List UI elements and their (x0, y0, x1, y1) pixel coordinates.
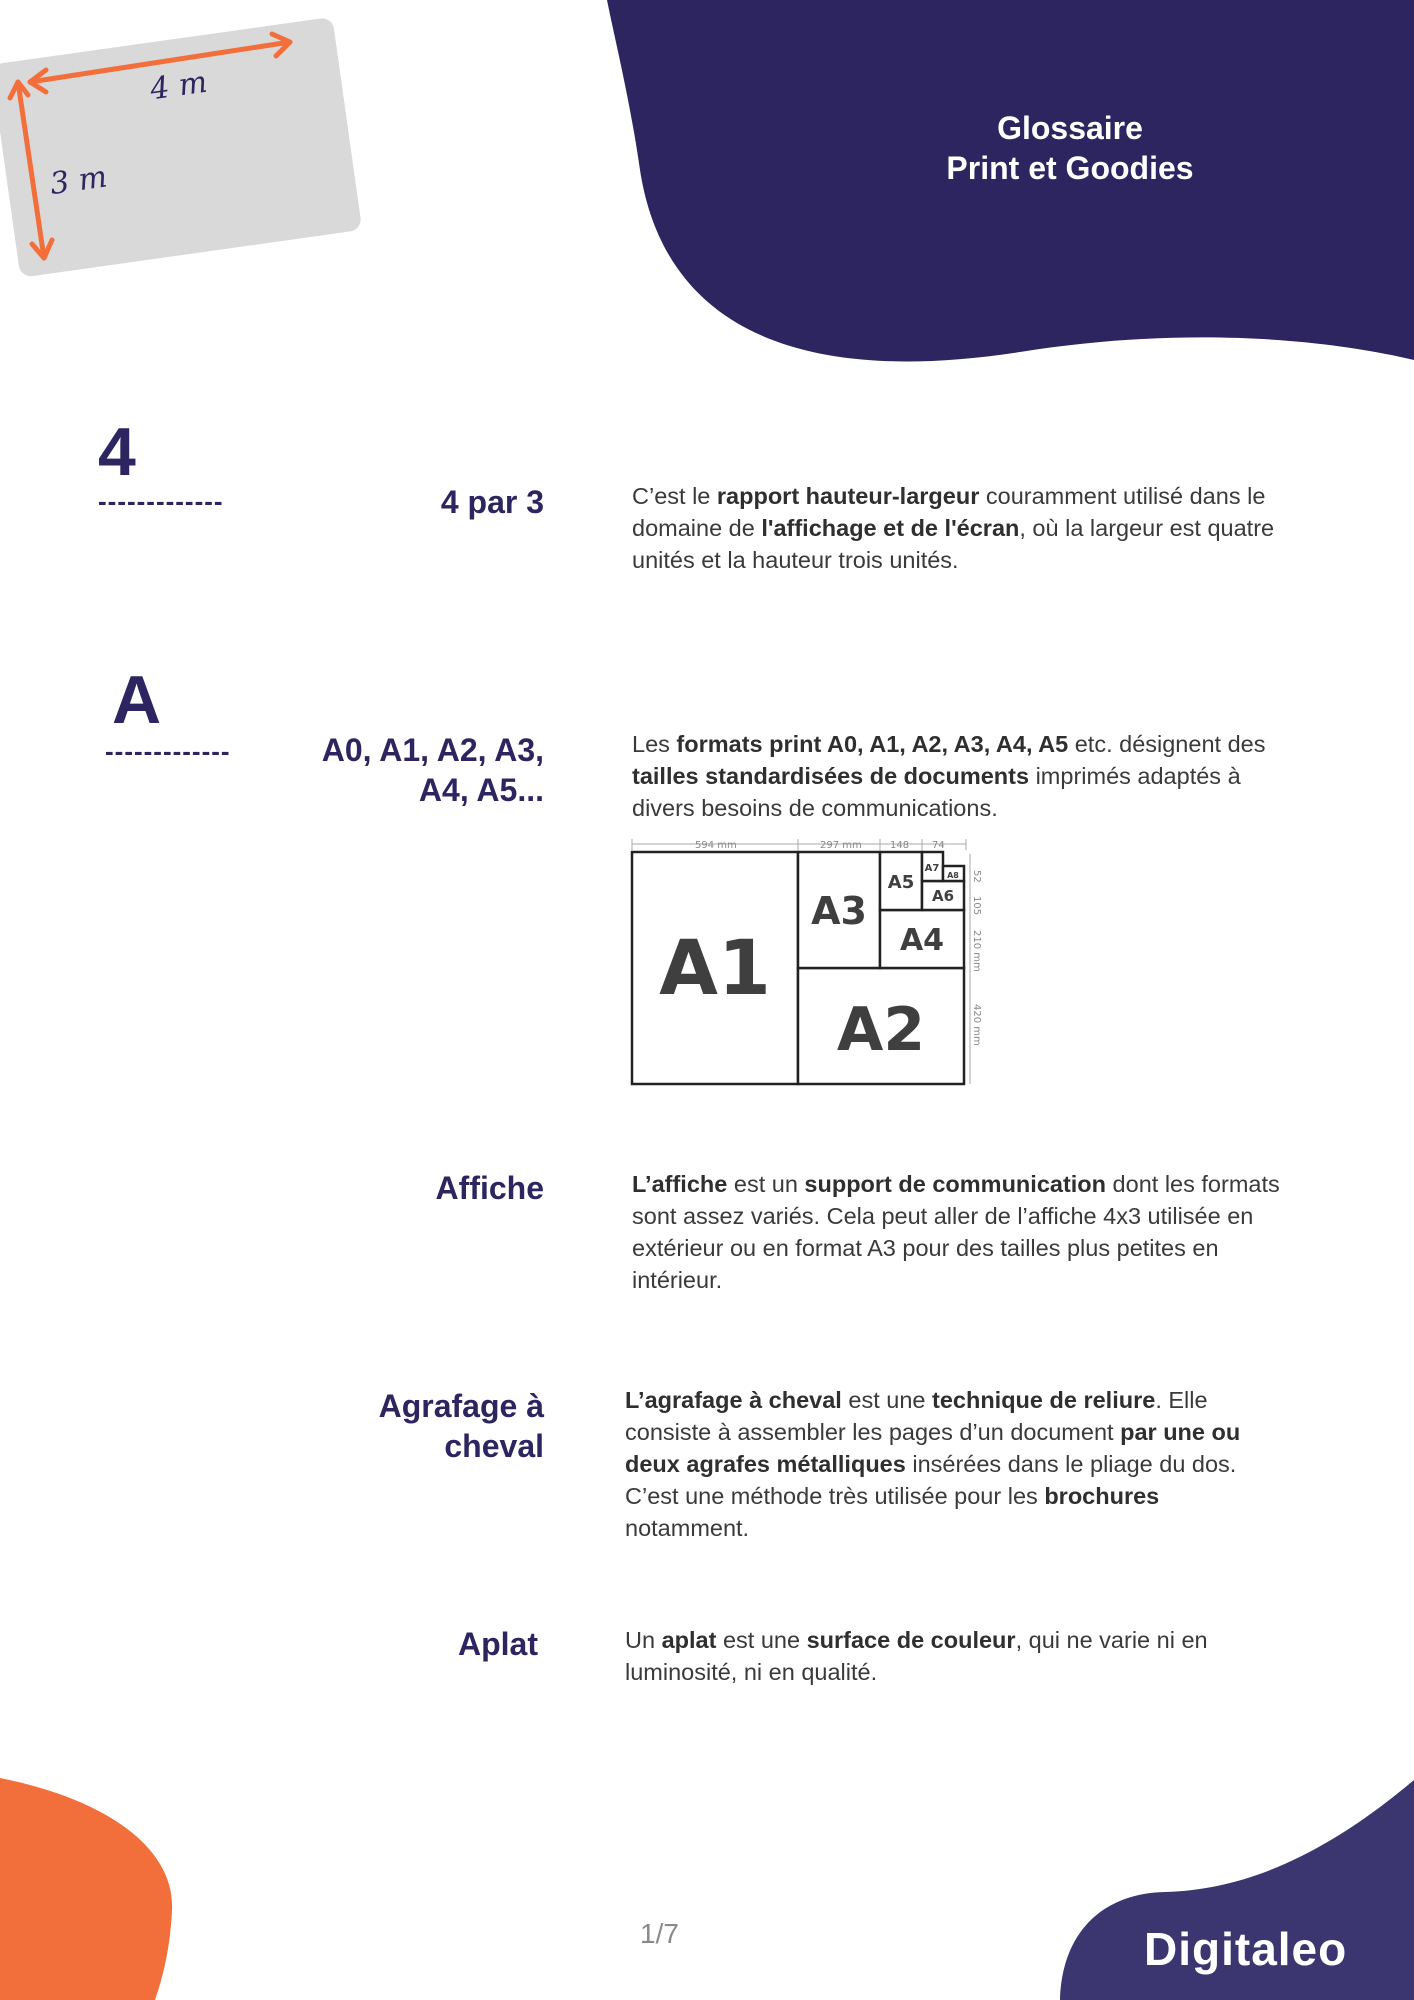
label-a4: A4 (899, 923, 945, 958)
dim-297: 297 mm (820, 840, 862, 851)
label-a6: A6 (931, 887, 955, 905)
section-letter-a: A (112, 662, 162, 738)
section-divider-4: ------------- (98, 486, 224, 516)
height-label: 3 m (47, 159, 110, 203)
definition-bold-text: rapport hauteur-largeur (716, 483, 980, 509)
definition-bold-text: surface de couleur (806, 1627, 1016, 1653)
label-a3: A3 (811, 889, 867, 933)
term-agrafage (379, 1386, 544, 1466)
width-label: 4 m (148, 64, 210, 108)
definition-bold-text: aplat (661, 1627, 717, 1653)
label-a2: A2 (836, 995, 926, 1065)
dim-210: 210 mm (971, 930, 982, 972)
paper-format-diagram (630, 834, 980, 1094)
definition-text: , où la largeur est quatre unités et la hauteur trois unités. (632, 515, 1275, 573)
dim-105: 105 (971, 896, 982, 916)
definition-text: C’est le (632, 483, 717, 509)
dim-148: 148 (890, 840, 910, 851)
dim-420: 420 mm (971, 1004, 982, 1046)
definition-aplat (625, 1624, 1275, 1688)
label-a8: A8 (947, 871, 959, 880)
term-line: Agrafage à (378, 1388, 544, 1424)
term-line: A0, A1, A2, A3, (321, 732, 544, 768)
definition-text: Un (625, 1627, 662, 1653)
page-title (900, 108, 1240, 188)
definition-text: , qui ne varie ni en luminosité, ni en qualité. (625, 1627, 1208, 1685)
label-a1: A1 (659, 923, 771, 1012)
definition-bold-text: technique de reliure (932, 1387, 1156, 1413)
term-line: A4, A5... (418, 772, 544, 808)
definition-agrafage (625, 1384, 1275, 1544)
orange-blob (0, 1778, 172, 2000)
section-divider-a: ------------- (105, 736, 231, 766)
dim-594: 594 mm (695, 840, 737, 851)
definition-text: imprimés adaptés à divers besoins de communications. (632, 763, 1241, 821)
definition-text: notamment. (625, 1515, 750, 1541)
dim-74: 74 (932, 840, 945, 851)
definition-text: est une (841, 1387, 932, 1413)
ratio-illustration (0, 0, 370, 300)
definition-text: . Elle consiste à assembler les pages d’un document (625, 1387, 1208, 1445)
definition-bold-text: par une ou deux agrafes métalliques (625, 1419, 1241, 1477)
definition-bold-text: l'affichage et de l'écran (761, 515, 1020, 541)
term-4-par-3 (441, 482, 544, 522)
definition-bold-text: brochures (1044, 1483, 1160, 1509)
term-line: Aplat (458, 1626, 538, 1662)
term-aplat (458, 1624, 538, 1664)
title-line-1: Glossaire (997, 110, 1143, 146)
term-affiche (436, 1168, 544, 1208)
ratio-card (0, 17, 362, 278)
digitaleo-logo: Digitaleo (1144, 1923, 1348, 1975)
term-formats-a (322, 730, 544, 810)
definition-bold-text: L’affiche (632, 1171, 728, 1197)
definition-bold-text: support de communication (804, 1171, 1107, 1197)
definition-bold-text: L’agrafage à cheval (625, 1387, 842, 1413)
definition-affiche (632, 1168, 1282, 1296)
label-a7: A7 (924, 863, 940, 874)
definition-text: est une (716, 1627, 807, 1653)
definition-text: insérées dans le pliage du dos. C’est une méthode très utilisée pour les (625, 1451, 1237, 1509)
term-line: Affiche (435, 1170, 544, 1206)
term-line: cheval (444, 1428, 544, 1464)
definition-bold-text: formats print A0, A1, A2, A3, A4, A5 (676, 731, 1069, 757)
definition-formats-a (632, 728, 1282, 824)
term-line: 4 par 3 (440, 484, 544, 520)
definition-bold-text: tailles standardisées de documents (632, 763, 1030, 789)
definition-text: etc. désignent des (1068, 731, 1266, 757)
definition-text: dont les formats sont assez variés. Cela peut aller de l’affiche 4x3 utilisée en extérieur ou en format A3 pour des tailles plus petites en intérieur. (632, 1171, 1280, 1293)
title-line-2: Print et Goodies (946, 150, 1194, 186)
definition-text: est un (727, 1171, 805, 1197)
label-a5: A5 (887, 872, 915, 893)
dim-52: 52 (971, 870, 982, 883)
definition-4-par-3 (632, 480, 1282, 576)
definition-text: couramment utilisé dans le domaine de (632, 483, 1266, 541)
page-number: 1/7 (640, 1918, 679, 1949)
section-letter-4: 4 (98, 414, 136, 490)
definition-text: Les (632, 731, 677, 757)
